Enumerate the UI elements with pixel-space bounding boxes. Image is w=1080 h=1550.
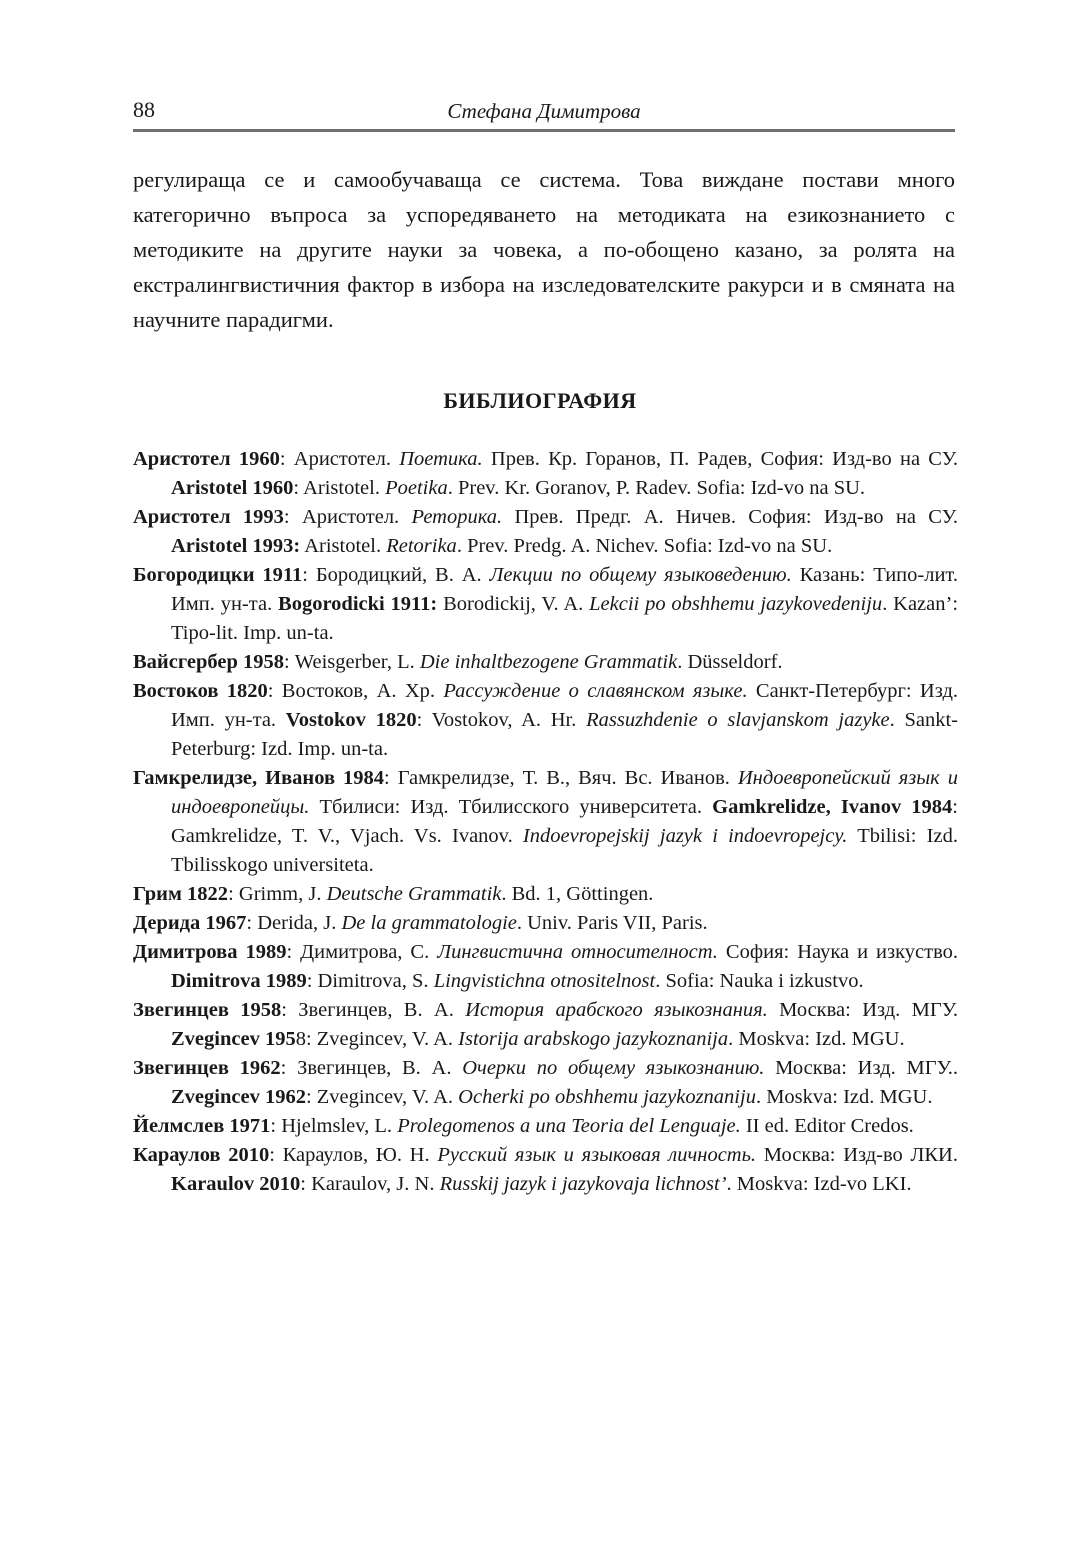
work-title: Lekcii po obshhemu jazykovedeniju	[589, 593, 883, 615]
citation-text: . Sofia: Nauka i izkustvo.	[655, 970, 864, 992]
citation-text: Borodickij, V. A.	[437, 593, 590, 615]
citation-text: : Димитрова, С.	[286, 941, 438, 963]
bibliography-entry	[133, 561, 958, 648]
citation-key: Звегинцев 1962	[133, 1057, 281, 1079]
bibliography-list	[133, 445, 958, 1199]
work-title: История арабского языкознания.	[465, 999, 768, 1021]
citation-text: . Kazan’: Tipo-lit. Imp. un-ta.	[171, 593, 959, 644]
citation-text: : Dimitrova, S.	[306, 970, 434, 992]
citation-key: Aristotel 1993:	[171, 535, 301, 557]
citation-key: Богородицки 1911	[133, 564, 303, 586]
citation-text: : Гамкрелидзе, Т. В., Вяч. Вс. Иванов.	[384, 767, 738, 789]
citation-text: : Бородицкий, В. А.	[302, 564, 490, 586]
citation-text: : Weisgerber, L.	[283, 651, 420, 673]
citation-text: Прев. Предг. А. Ничев. София: Изд-во на СУ.	[502, 506, 958, 528]
citation-key: Gamkrelidze, Ivanov 1984	[712, 796, 953, 818]
work-title: Индоевропейский язык и индоевропейцы.	[171, 767, 958, 818]
citation-text: . Prev. Predg. A. Nichev. Sofia: Izd-vo na SU.	[456, 535, 833, 557]
page-number: 88	[133, 97, 155, 122]
citation-key: Vostokov 1820	[285, 709, 417, 731]
work-title: De la grammatologie	[341, 912, 517, 934]
citation-text: . Moskva: Izd-vo LKI.	[726, 1173, 912, 1195]
bibliography-entry	[133, 1112, 958, 1141]
citation-key: Звегинцев 1958	[133, 999, 282, 1021]
citation-text: Санкт-Петербург: Изд. Имп. ун-та.	[171, 680, 959, 731]
citation-text: : Аристотел.	[283, 506, 412, 528]
bibliography-entry	[133, 677, 958, 764]
citation-text: : Hjelmslev, L.	[270, 1115, 398, 1137]
bibliography-entry	[133, 1054, 958, 1112]
citation-text: : Zvegincev, V. A.	[305, 1086, 459, 1108]
work-title: Retorika	[386, 535, 457, 557]
citation-key: Аристотел 1960	[133, 448, 280, 470]
work-title: Лингвистична относителност.	[437, 941, 718, 963]
citation-key: Йелмслев 1971	[133, 1115, 271, 1137]
citation-text: . Sankt-Peterburg: Izd. Imp. un-ta.	[171, 709, 958, 760]
work-title: Die inhaltbezogene Grammatik	[419, 651, 678, 673]
citation-text: София: Наука и изкуство.	[717, 941, 959, 963]
bibliography-entry	[133, 880, 958, 909]
citation-text: : Gamkrelidze, T. V., Vjach. Vs. Ivanov.	[171, 796, 958, 847]
citation-text: Aristotel.	[300, 535, 387, 557]
bibliography-entry	[133, 996, 958, 1054]
work-title: Рассуждение о славянском языке.	[443, 680, 748, 702]
citation-text: : Востоков, А. Хр.	[267, 680, 444, 702]
citation-text: Тбилиси: Изд. Тбилисского университета.	[309, 796, 713, 818]
bibliography-entry	[133, 764, 958, 880]
citation-text: . Prev. Kr. Goranov, P. Radev. Sofia: Izd-vo na SU.	[447, 477, 866, 499]
bibliography-entry	[133, 648, 958, 677]
citation-key: Гамкрелидзе, Иванов 1984	[133, 767, 385, 789]
citation-key: Дерида 1967	[133, 912, 247, 934]
citation-key: Aristotel 1960	[171, 477, 294, 499]
citation-text: Казань: Типо-лит. Имп. ун-та.	[171, 564, 958, 615]
work-title: Поетика.	[399, 448, 483, 470]
bibliography-entry	[133, 938, 958, 996]
running-title: Стефана Димитрова	[447, 99, 641, 123]
work-title: Русский язык и языковая личность.	[437, 1144, 757, 1166]
header-rule	[133, 129, 955, 132]
work-title: Istorija arabskogo jazykoznanija	[458, 1028, 729, 1050]
citation-text: : Derida, J.	[246, 912, 342, 934]
citation-text: : Grimm, J.	[228, 883, 327, 905]
citation-key: Bogorodicki 1911:	[278, 593, 438, 615]
citation-text: : Vostokov, A. Hr.	[416, 709, 587, 731]
citation-text: . Moskva: Izd. MGU.	[728, 1028, 905, 1050]
citation-key: Dimitrova 1989	[171, 970, 307, 992]
work-title: Prolegomenos a una Teoria del Lenguaje.	[397, 1115, 741, 1137]
bibliography-entry	[133, 1141, 958, 1199]
work-title: Ocherki po obshhemu jazykoznaniju	[458, 1086, 756, 1108]
citation-text: : Аристотел.	[279, 448, 400, 470]
citation-text: . Bd. 1, Göttingen.	[501, 883, 654, 905]
citation-text: II ed. Editor Credos.	[740, 1115, 914, 1137]
bibliography-entry	[133, 503, 958, 561]
citation-key: Грим 1822	[133, 883, 229, 905]
citation-text: Москва: Изд. МГУ.	[767, 999, 958, 1021]
citation-text: : Звегинцев, В. А.	[281, 999, 466, 1021]
work-title: Lingvistichna otnositelnost	[433, 970, 656, 992]
citation-key: Востоков 1820	[133, 680, 268, 702]
work-title: Deutsche Grammatik	[326, 883, 502, 905]
intro-paragraph: регулираща се и самообучаваща се система. Това виждане постави много категорично въпроса за успоредяването на методиката на езикознанието с методиките на другите науки за човека, а по-обощено казано, за ролята на екстралингвистичния фактор в избора на изследователските ракурси и в смяната на научните парадигми.	[133, 167, 955, 332]
citation-key: Karaulov 2010	[171, 1173, 301, 1195]
bibliography-entry	[133, 909, 958, 938]
citation-text: : Karaulov, J. N.	[300, 1173, 440, 1195]
page-header	[133, 96, 955, 130]
work-title: Лекции по общему языковедению.	[489, 564, 792, 586]
citation-text: : Караулов, Ю. Н.	[269, 1144, 438, 1166]
citation-key: Аристотел 1993	[133, 506, 284, 528]
bibliography-heading: БИБЛИОГРАФИЯ	[443, 388, 637, 413]
work-title: Очерки по общему языкознанию.	[462, 1057, 765, 1079]
work-title: Реторика.	[411, 506, 503, 528]
citation-text: . Univ. Paris VII, Paris.	[516, 912, 708, 934]
citation-text: Москва: Изд-во ЛКИ.	[756, 1144, 958, 1166]
citation-text: : Aristotel.	[293, 477, 386, 499]
bibliography-entry	[133, 445, 958, 503]
work-title: Poetika	[385, 477, 448, 499]
citation-text: Tbilisi: Izd. Tbilisskogo universiteta.	[171, 825, 958, 876]
work-title: Rassuzhdenie o slavjanskom jazyke	[586, 709, 890, 731]
citation-text: 8: Zvegincev, V. A.	[295, 1028, 459, 1050]
citation-key: Караулов 2010	[133, 1144, 270, 1166]
citation-text: Прев. Кр. Горанов, П. Радев, София: Изд-во на СУ.	[482, 448, 958, 470]
citation-text: . Düsseldorf.	[677, 651, 783, 673]
citation-text: : Звегинцев, В. А.	[280, 1057, 463, 1079]
citation-text: Москва: Изд. МГУ..	[764, 1057, 958, 1079]
citation-text: . Moskva: Izd. MGU.	[755, 1086, 933, 1108]
work-title: Indoevropejskij jazyk i indoevropejcy.	[522, 825, 848, 847]
citation-key: Вайсгербер 1958	[133, 651, 284, 673]
work-title: Russkij jazyk i jazykovaja lichnost’	[439, 1173, 727, 1195]
citation-key: Димитрова 1989	[133, 941, 287, 963]
citation-key: Zvegincev 195	[171, 1028, 296, 1050]
citation-key: Zvegincev 1962	[171, 1086, 306, 1108]
